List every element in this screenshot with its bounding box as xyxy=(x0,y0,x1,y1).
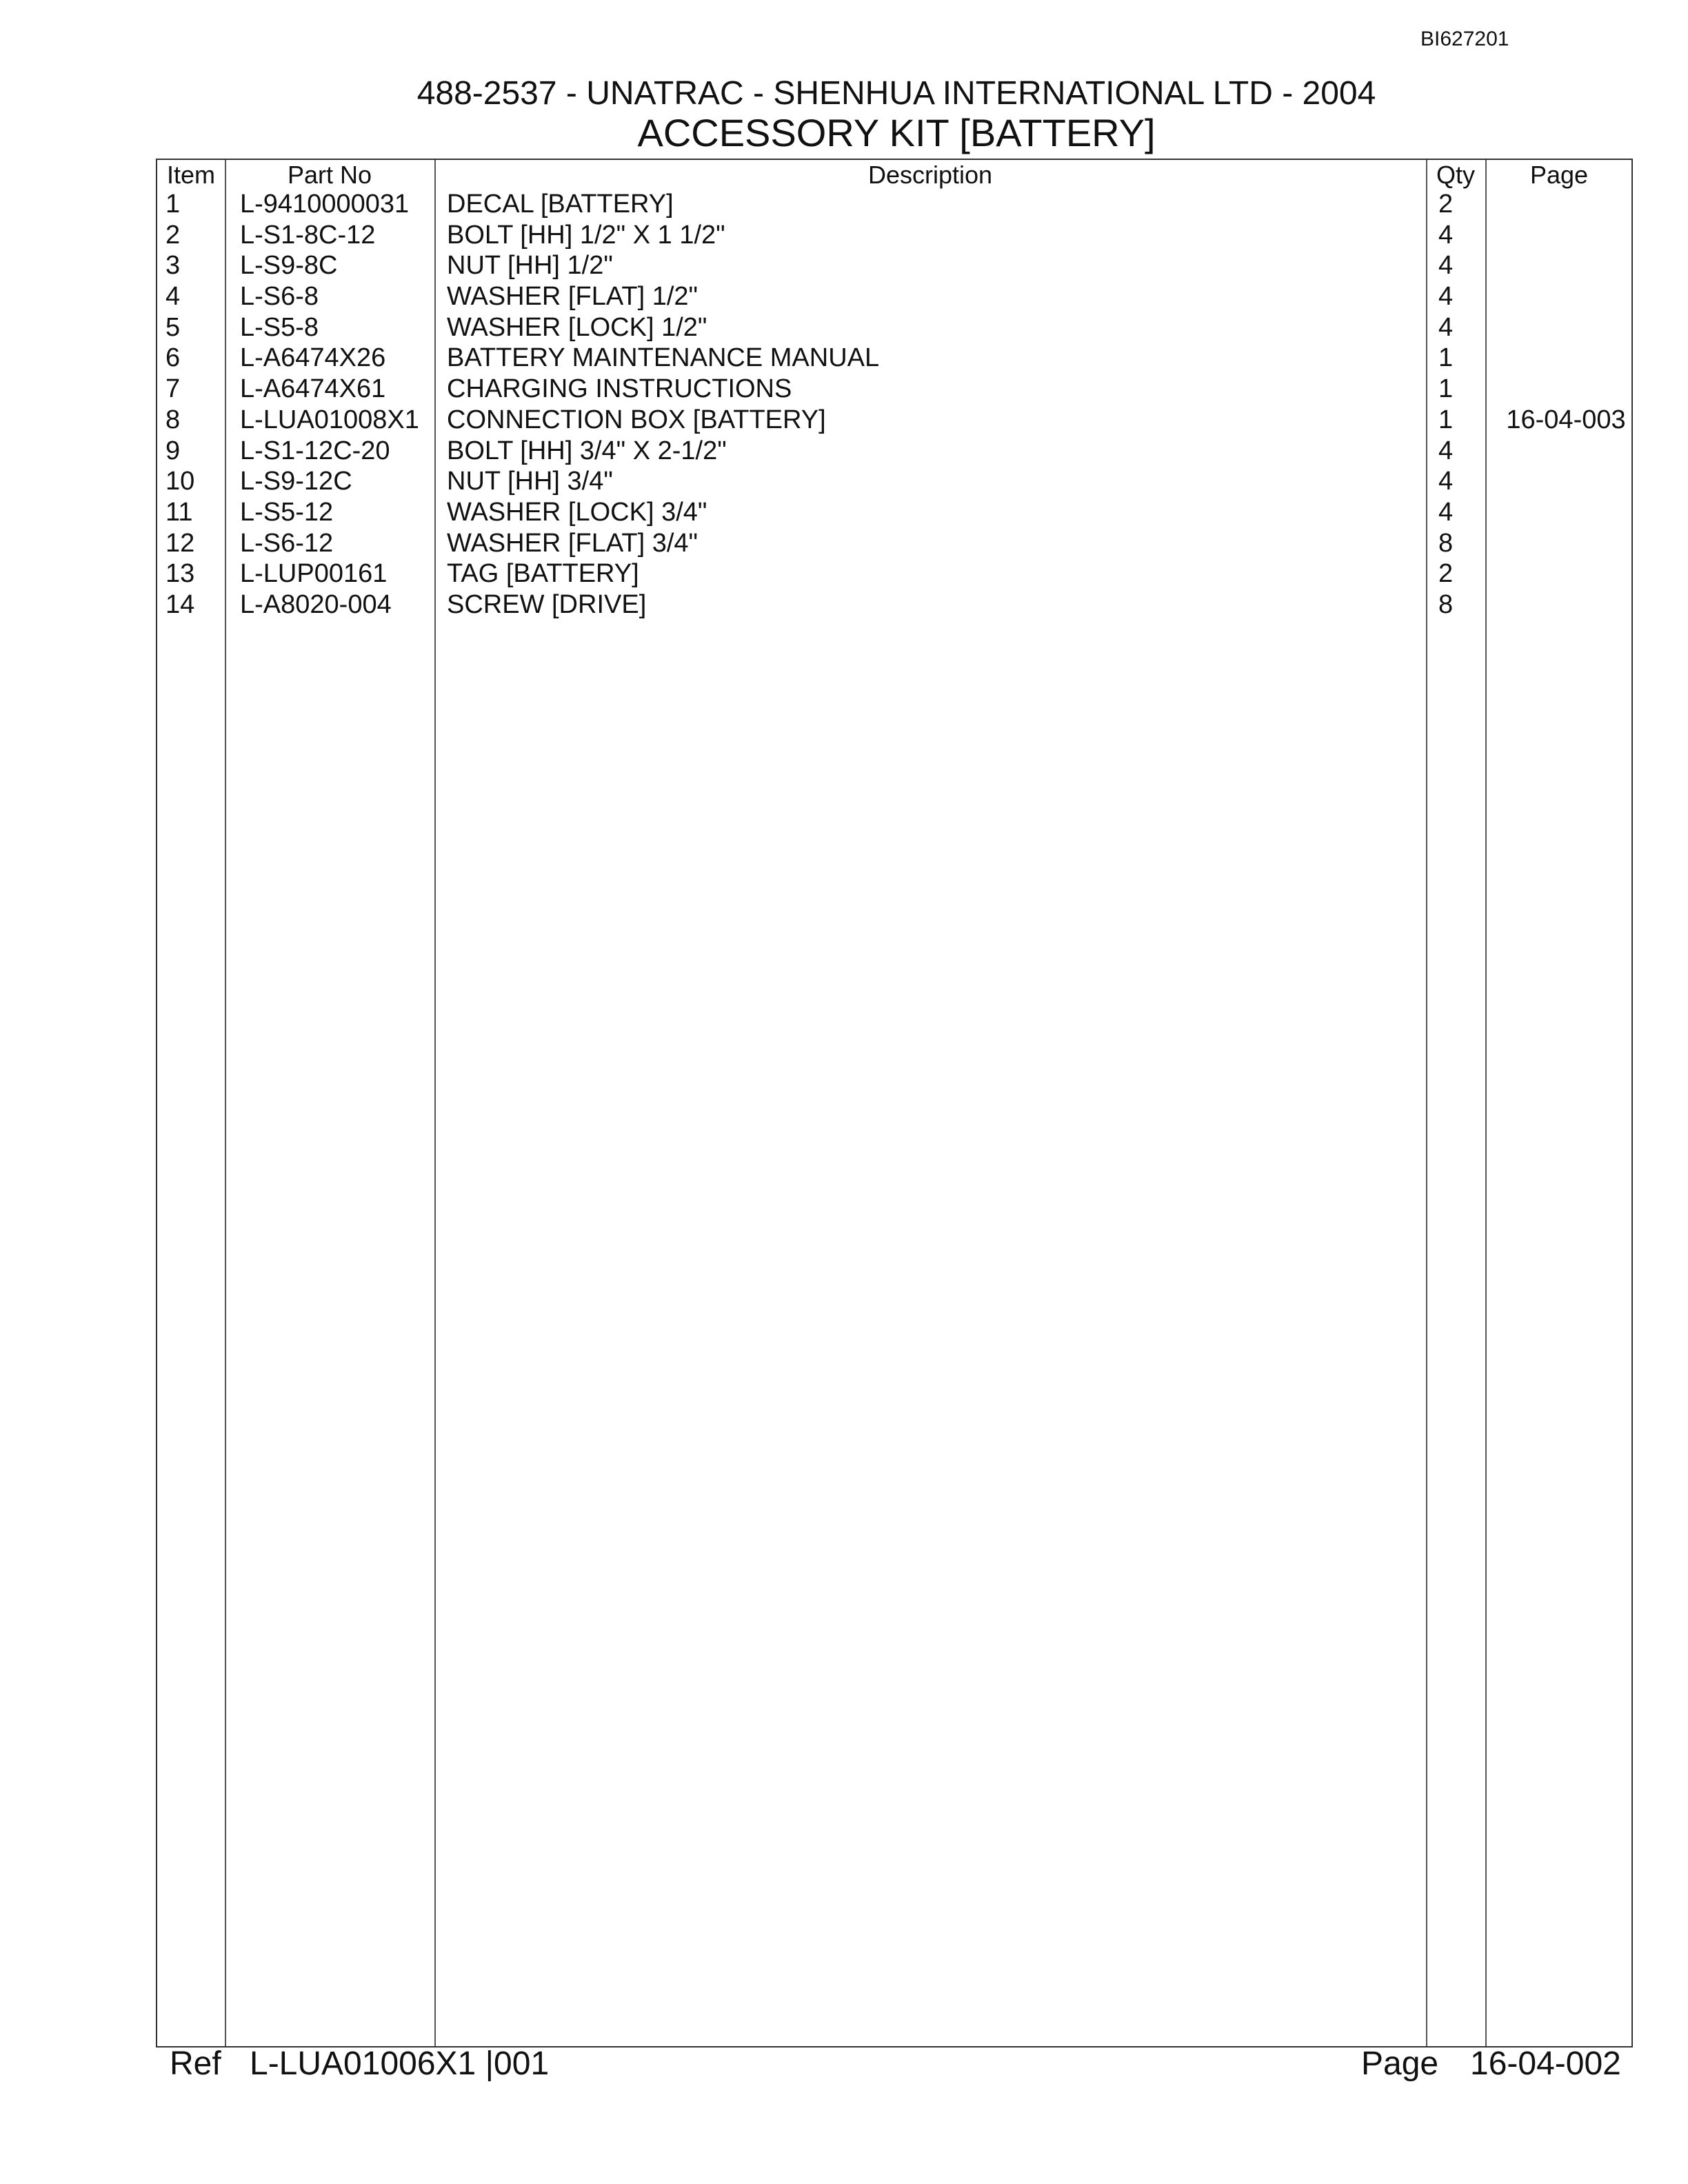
part-quantity: 2 xyxy=(1438,190,1454,219)
table-row xyxy=(157,281,1631,312)
item-number: 10 xyxy=(165,467,195,496)
item-number: 1 xyxy=(165,190,181,219)
header-qty: Qty xyxy=(1436,161,1475,189)
part-quantity: 1 xyxy=(1438,374,1454,404)
page-reference[interactable]: 16-04-003 xyxy=(1506,405,1626,434)
part-number: L-S9-8C xyxy=(240,251,338,281)
part-number: L-S1-12C-20 xyxy=(240,436,390,465)
part-quantity: 4 xyxy=(1438,312,1454,342)
part-quantity: 4 xyxy=(1438,436,1454,465)
table-body xyxy=(157,189,1631,620)
part-number: L-9410000031 xyxy=(240,190,410,219)
parts-table xyxy=(156,159,1633,2048)
part-quantity: 8 xyxy=(1438,589,1454,619)
part-description: WASHER [LOCK] 3/4" xyxy=(447,497,707,527)
part-quantity: 2 xyxy=(1438,559,1454,589)
table-row xyxy=(157,528,1631,559)
item-number: 12 xyxy=(165,528,195,558)
part-description: BOLT [HH] 3/4" X 2-1/2" xyxy=(447,436,727,465)
item-number: 11 xyxy=(165,497,193,527)
item-number: 4 xyxy=(165,282,181,312)
item-number: 9 xyxy=(165,436,181,465)
part-number: L-LUP00161 xyxy=(240,559,388,589)
table-row xyxy=(157,250,1631,281)
part-number: L-LUA01008X1 xyxy=(240,405,419,434)
part-quantity: 4 xyxy=(1438,251,1454,281)
header-page: Page xyxy=(1529,161,1589,189)
table-row xyxy=(157,405,1631,436)
part-quantity: 8 xyxy=(1438,528,1454,558)
table-row xyxy=(157,189,1631,220)
part-description: TAG [BATTERY] xyxy=(447,559,639,589)
table-row xyxy=(157,374,1631,405)
footer-ref-label: Ref xyxy=(170,2045,221,2082)
document-subtitle: ACCESSORY KIT [BATTERY] xyxy=(637,111,1156,154)
footer-page-label: Page xyxy=(1361,2045,1439,2082)
part-quantity: 4 xyxy=(1438,497,1454,527)
part-description: WASHER [LOCK] 1/2" xyxy=(447,312,707,342)
header-part-no: Part No xyxy=(287,161,372,189)
item-number: 6 xyxy=(165,343,181,373)
document-title: 488-2537 - UNATRAC - SHENHUA INTERNATIONAL LTD - 2004 xyxy=(416,75,1376,112)
table-row xyxy=(157,497,1631,528)
part-number: L-A6474X61 xyxy=(240,374,386,404)
part-number: L-S5-8 xyxy=(240,312,319,342)
item-number: 3 xyxy=(165,251,181,281)
table-row xyxy=(157,466,1631,497)
part-quantity: 4 xyxy=(1438,467,1454,496)
part-number: L-S9-12C xyxy=(240,467,352,496)
part-description: DECAL [BATTERY] xyxy=(447,190,674,219)
table-row xyxy=(157,312,1631,343)
part-description: NUT [HH] 3/4" xyxy=(447,467,613,496)
part-description: CONNECTION BOX [BATTERY] xyxy=(447,405,826,434)
item-number: 13 xyxy=(165,559,195,589)
part-number: L-S5-12 xyxy=(240,497,334,527)
part-quantity: 1 xyxy=(1438,343,1454,373)
header-description: Description xyxy=(867,161,993,189)
table-row xyxy=(157,589,1631,620)
item-number: 14 xyxy=(165,589,195,619)
part-description: NUT [HH] 1/2" xyxy=(447,251,613,281)
footer-ref-value: L-LUA01006X1 |001 xyxy=(250,2045,550,2082)
item-number: 5 xyxy=(165,312,181,342)
part-number: L-S6-8 xyxy=(240,282,319,312)
item-number: 8 xyxy=(165,405,181,434)
part-number: L-A6474X26 xyxy=(240,343,386,373)
table-row xyxy=(157,558,1631,589)
part-description: CHARGING INSTRUCTIONS xyxy=(447,374,792,404)
header-item: Item xyxy=(166,161,215,189)
table-row xyxy=(157,343,1631,374)
part-description: SCREW [DRIVE] xyxy=(447,589,647,619)
item-number: 7 xyxy=(165,374,181,404)
item-number: 2 xyxy=(165,220,181,250)
table-row xyxy=(157,220,1631,251)
part-number: L-S6-12 xyxy=(240,528,334,558)
part-number: L-A8020-004 xyxy=(240,589,392,619)
part-number: L-S1-8C-12 xyxy=(240,220,376,250)
part-quantity: 1 xyxy=(1438,405,1454,434)
part-description: WASHER [FLAT] 3/4" xyxy=(447,528,699,558)
table-row xyxy=(157,436,1631,467)
part-description: WASHER [FLAT] 1/2" xyxy=(447,282,699,312)
part-description: BATTERY MAINTENANCE MANUAL xyxy=(447,343,880,373)
part-quantity: 4 xyxy=(1438,220,1454,250)
part-quantity: 4 xyxy=(1438,282,1454,312)
document-id: BI627201 xyxy=(1420,28,1509,50)
footer-page-number: 16-04-002 xyxy=(1470,2045,1621,2082)
part-description: BOLT [HH] 1/2" X 1 1/2" xyxy=(447,220,725,250)
